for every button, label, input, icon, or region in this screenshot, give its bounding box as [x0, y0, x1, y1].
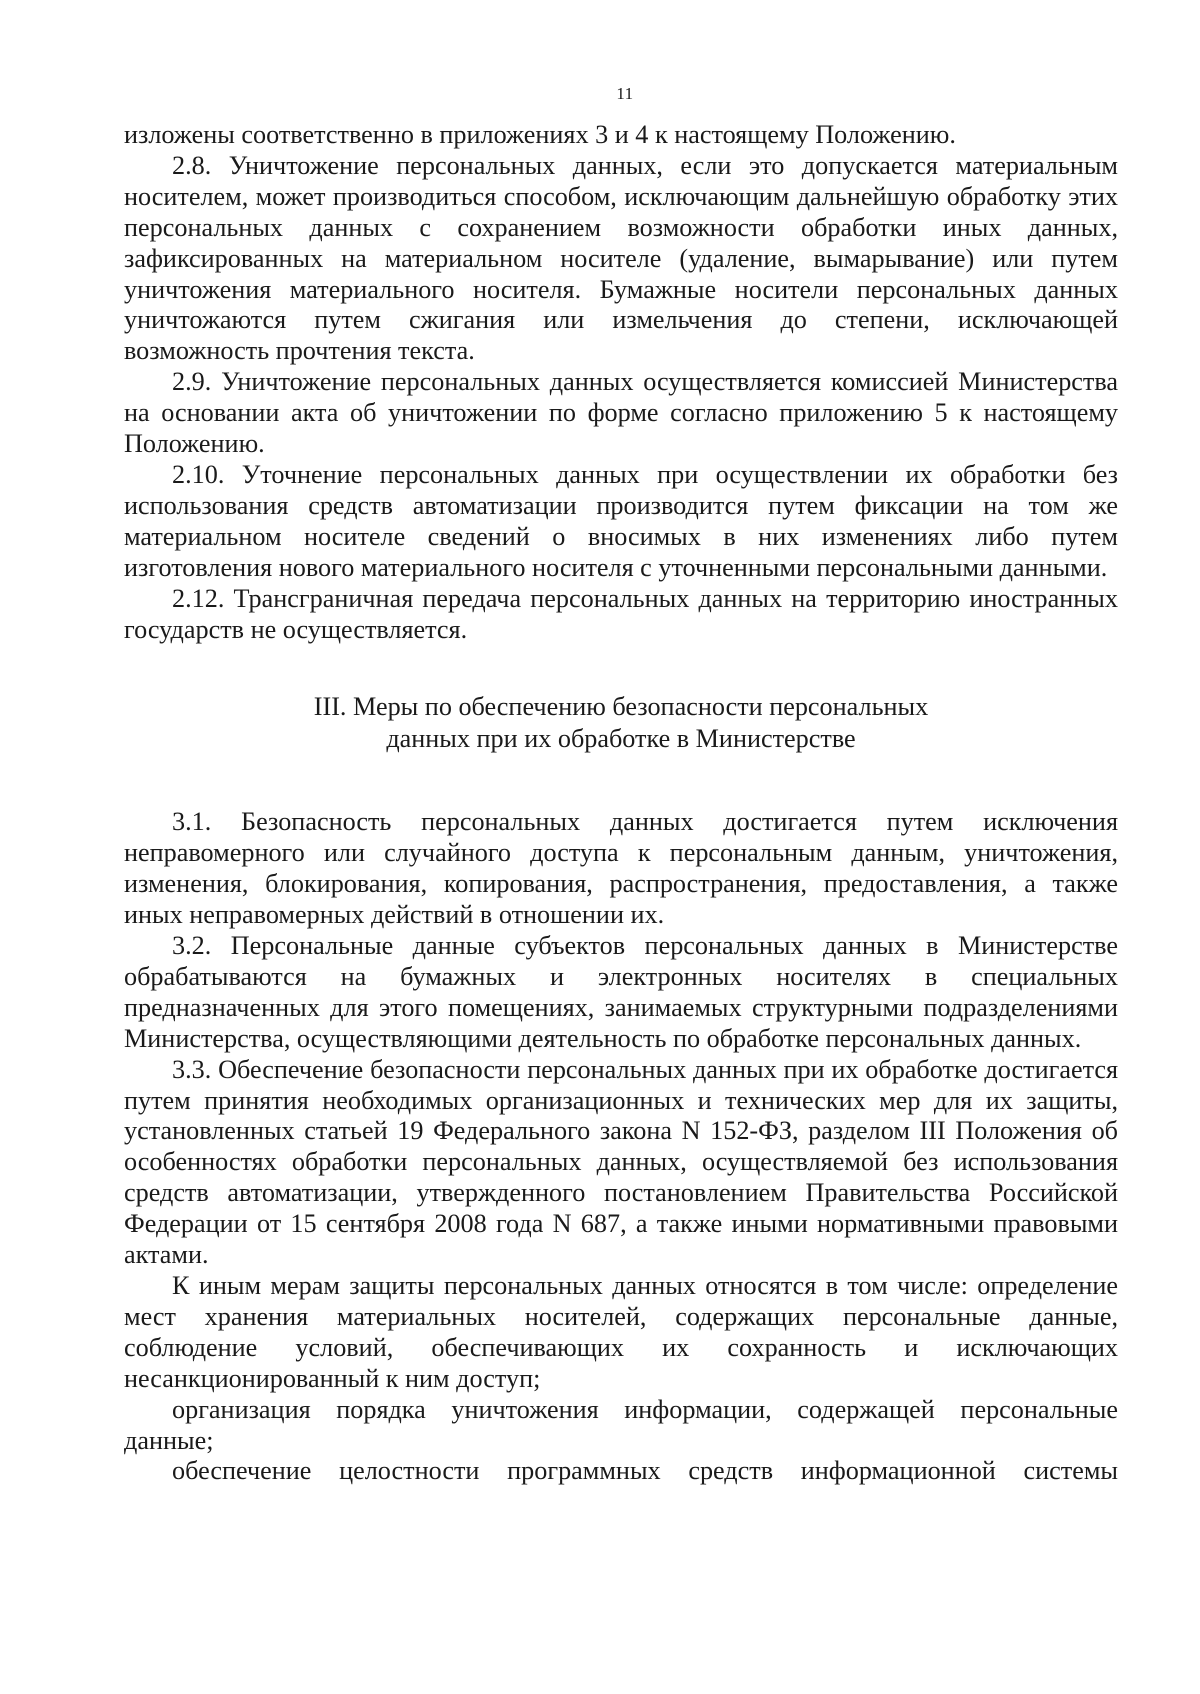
paragraph-destruction-order: организация порядка уничтожения информации, содержащей персональные данные;	[124, 1394, 1118, 1455]
paragraph-other-measures: К иным мерам защиты персональных данных относятся в том числе: определение мест хранения материальных носителей, содержащих персональные данные, соблюдение условий, обеспечивающих их сохранность и исключающих несанкционированный к ним доступ;	[124, 1271, 1118, 1393]
document-body	[124, 120, 1118, 1487]
paragraph-2-10: 2.10. Уточнение персональных данных при осуществлении их обработки без использования средств автоматизации производится путем фиксации на том же материальном носителе сведений о вносимых в них изменениях либо путем изготовления нового материального носителя с уточненными персональными данными.	[124, 459, 1118, 582]
paragraph-integrity: обеспечение целостности программных средств информационной системы	[172, 1456, 1118, 1486]
section-heading-line-1: III. Меры по обеспечению безопасности персональных	[313, 692, 929, 722]
paragraph-3-1: 3.1. Безопасность персональных данных достигается путем исключения неправомерного или случайного доступа к персональным данным, уничтожения, изменения, блокирования, копирования, распространения, предоставления, а также иных неправомерных действий в отношении их.	[124, 807, 1118, 930]
paragraph-continuation: изложены соответственно в приложениях 3 и 4 к настоящему Положению.	[124, 120, 956, 149]
section-heading	[124, 691, 1118, 755]
page-number: 11	[616, 84, 634, 103]
section-heading-line-2: данных при их обработке в Министерстве	[386, 724, 856, 754]
paragraph-2-12: 2.12. Трансграничная передача персональных данных на территорию иностранных государств не осуществляется.	[124, 583, 1118, 644]
paragraph-2-9: 2.9. Уничтожение персональных данных осуществляется комиссией Министерства на основании акта об уничтожении по форме согласно приложению 5 к настоящему Положению.	[124, 367, 1118, 459]
paragraph-3-2: 3.2. Персональные данные субъектов персональных данных в Министерстве обрабатываются на бумажных и электронных носителях в специальных предназначенных для этого помещениях, занимаемых структурными подразделениями Министерства, осуществляющими деятельность по обработке персональных данных.	[124, 931, 1118, 1053]
paragraph-3-3: 3.3. Обеспечение безопасности персональных данных при их обработке достигается путем принятия необходимых организационных и технических мер для их защиты, установленных статьей 19 Федерального закона N 152-ФЗ, разделом III Положения об особенностях обработки персональных данных, осуществляемой без использования средств автоматизации, утвержденного постановлением Правительства Российской Федерации от 15 сентября 2008 года N 687, а также иными нормативными правовыми актами.	[124, 1054, 1118, 1270]
paragraph-2-8: 2.8. Уничтожение персональных данных, если это допускается материальным носителем, может производиться способом, исключающим дальнейшую обработку этих персональных данных с сохранением возможности обработки иных данных, зафиксированных на материальном носителе (удаление, вымарывание) или путем уничтожения материального носителя. Бумажные носители персональных данных уничтожаются путем сжигания или измельчения до степени, исключающей возможность прочтения текста.	[124, 150, 1118, 366]
